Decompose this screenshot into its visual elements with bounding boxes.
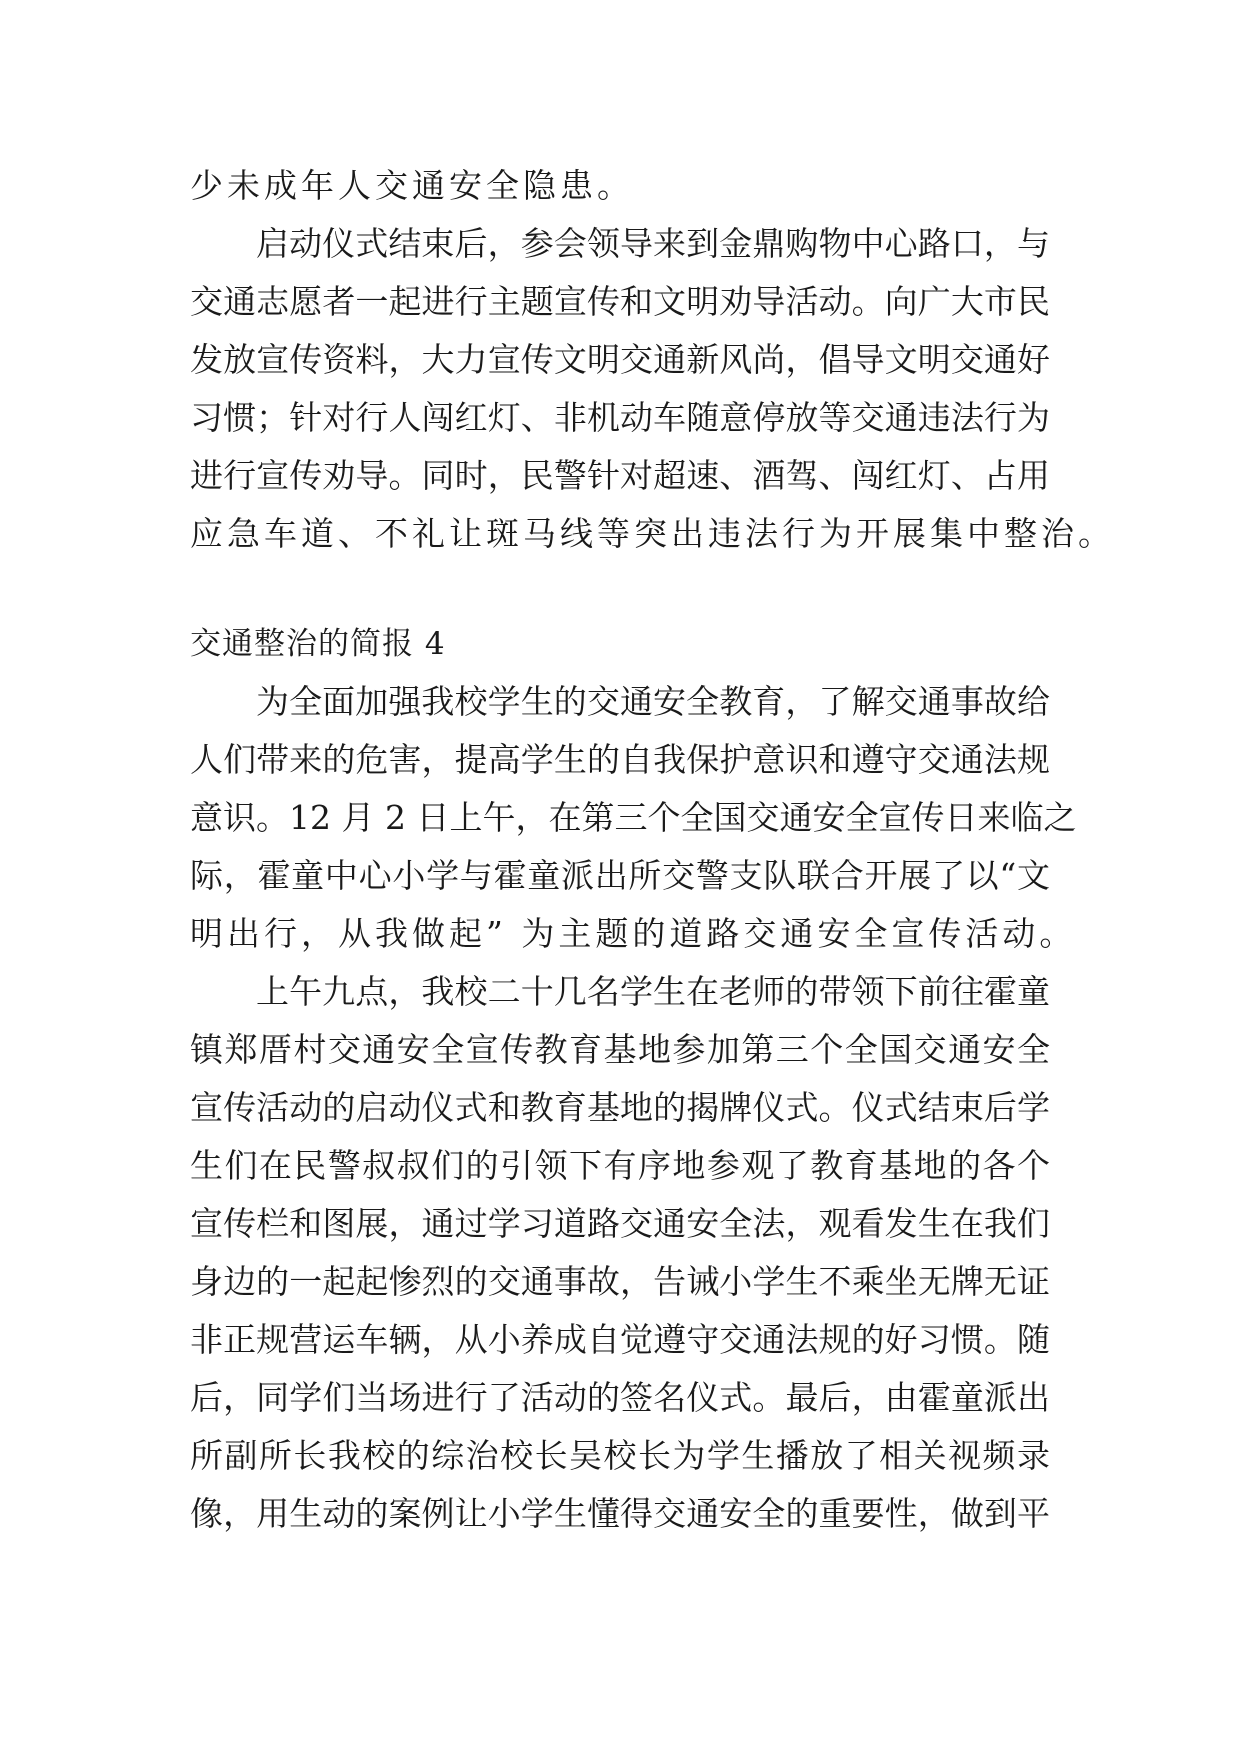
paragraph-line: 习惯；针对行人闯红灯、非机动车随意停放等交通违法行为	[190, 398, 1050, 437]
paragraph-line: 宣传栏和图展，通过学习道路交通安全法，观看发生在我们	[190, 1204, 1050, 1243]
paragraph-line: 为全面加强我校学生的交通安全教育，了解交通事故给	[256, 682, 1050, 721]
paragraph-line: 宣传活动的启动仪式和教育基地的揭牌仪式。仪式结束后学	[190, 1088, 1050, 1127]
paragraph-line: 镇郑厝村交通安全宣传教育基地参加第三个全国交通安全	[190, 1030, 1050, 1069]
paragraph-line: 明出行，从我做起” 为主题的道路交通安全宣传活动。	[190, 914, 1077, 953]
paragraph-line: 像，用生动的案例让小学生懂得交通安全的重要性，做到平	[190, 1494, 1050, 1533]
paragraph-line: 非正规营运车辆，从小养成自觉遵守交通法规的好习惯。随	[190, 1320, 1050, 1359]
paragraph-line: 启动仪式结束后，参会领导来到金鼎购物中心路口，与	[256, 224, 1050, 263]
paragraph-line: 应急车道、不礼让斑马线等突出违法行为开展集中整治。	[190, 514, 1115, 553]
paragraph-line: 际，霍童中心小学与霍童派出所交警支队联合开展了以“文	[190, 856, 1050, 895]
paragraph-line: 交通志愿者一起进行主题宣传和文明劝导活动。向广大市民	[190, 282, 1050, 321]
paragraph-line: 少未成年人交通安全隐患。	[190, 166, 634, 205]
paragraph-line: 身边的一起起惨烈的交通事故，告诫小学生不乘坐无牌无证	[190, 1262, 1050, 1301]
paragraph-line: 意识。12 月 2 日上午，在第三个全国交通安全宣传日来临之	[190, 798, 1077, 837]
paragraph-line: 所副所长我校的综治校长吴校长为学生播放了相关视频录	[190, 1436, 1050, 1475]
section-heading: 交通整治的简报 4	[190, 626, 446, 662]
paragraph-line: 人们带来的危害，提高学生的自我保护意识和遵守交通法规	[190, 740, 1050, 779]
paragraph-line: 发放宣传资料，大力宣传文明交通新风尚，倡导文明交通好	[190, 340, 1050, 379]
paragraph-line: 进行宣传劝导。同时，民警针对超速、酒驾、闯红灯、占用	[190, 456, 1050, 495]
paragraph-line: 生们在民警叔叔们的引领下有序地参观了教育基地的各个	[190, 1146, 1050, 1185]
paragraph-line: 后，同学们当场进行了活动的签名仪式。最后，由霍童派出	[190, 1378, 1050, 1417]
paragraph-line: 上午九点，我校二十几名学生在老师的带领下前往霍童	[256, 972, 1050, 1011]
